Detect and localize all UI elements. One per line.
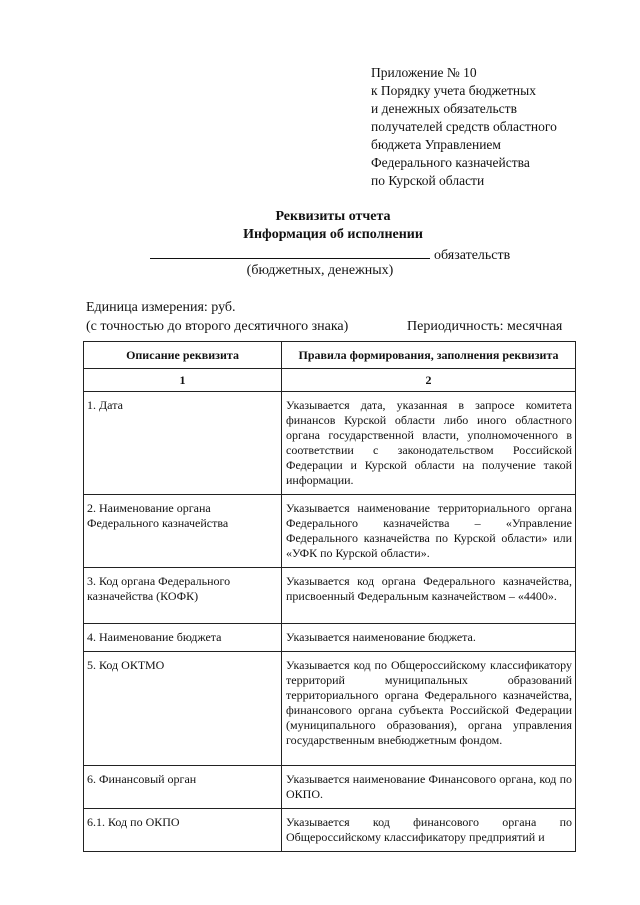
table-row <box>84 392 576 495</box>
requisite-name: 2. Наименование органа Федерального казначейства <box>84 495 282 568</box>
table-row <box>84 624 576 652</box>
appendix-line: Федерального казначейства <box>371 155 530 170</box>
appendix-note <box>371 64 621 190</box>
requisite-rule: Указывается код финансового органа по Общероссийскому классификатору предприятий и <box>282 809 576 852</box>
appendix-line: Приложение № 10 <box>371 65 477 80</box>
requisite-name: 6.1. Код по ОКПО <box>84 809 282 852</box>
table-row <box>84 766 576 809</box>
appendix-line: и денежных обязательств <box>371 101 517 116</box>
table-header-row <box>84 342 576 369</box>
column-number: 1 <box>84 369 282 392</box>
table-row <box>84 568 576 624</box>
requisite-name: 5. Код ОКТМО <box>84 652 282 766</box>
requisite-rule: Указывается наименование Финансового органа, код по ОКПО. <box>282 766 576 809</box>
requisite-name: 6. Финансовый орган <box>84 766 282 809</box>
appendix-line: получателей средств областного <box>371 119 557 134</box>
requisite-rule: Указывается дата, указанная в запросе комитета финансов Курской области либо иного областного органа государственной власти, уполномоченного в соответствии с законодательством Российской Федерации и Курской области на получение такой информации. <box>282 392 576 495</box>
table-row <box>84 809 576 852</box>
requisite-name: 4. Наименование бюджета <box>84 624 282 652</box>
requisite-rule: Указывается наименование территориального органа Федерального казначейства – «Управление Федерального казначейства по Курской области» или «УФК по Курской области». <box>282 495 576 568</box>
requisite-rule: Указывается код по Общероссийскому классификатору территорий муниципальных образований территориального органа Федерального казначейства, финансового органа субъекта Российской Федерации (муниципального образования), органа управления государственным внебюджетным фондом. <box>282 652 576 766</box>
requisite-name: 3. Код органа Федерального казначейства (КОФК) <box>84 568 282 624</box>
appendix-line: бюджета Управлением <box>371 137 501 152</box>
column-number-row <box>84 369 576 392</box>
periodicity-label: Периодичность: месячная <box>407 319 563 334</box>
requisite-rule: Указывается код органа Федерального казначейства, присвоенный Федеральным казначейством – «4400». <box>282 568 576 624</box>
table-row <box>84 495 576 568</box>
precision-label: (с точностью до второго десятичного знака) <box>86 319 349 334</box>
requisite-rule: Указывается наименование бюджета. <box>282 624 576 652</box>
requisites-table <box>83 341 576 852</box>
blank-hint: (бюджетных, денежных) <box>246 263 394 278</box>
requisite-name: 1. Дата <box>84 392 282 495</box>
column-header-description: Описание реквизита <box>84 342 282 369</box>
column-header-rules: Правила формирования, заполнения реквизита <box>282 342 576 369</box>
blank-fill-line <box>150 244 430 259</box>
appendix-line: к Порядку учета бюджетных <box>371 83 536 98</box>
units-label: Единица измерения: руб. <box>86 300 236 315</box>
report-subtitle: Информация об исполнении <box>243 227 423 242</box>
column-number: 2 <box>282 369 576 392</box>
table-row <box>84 652 576 766</box>
report-title-block <box>0 208 640 244</box>
report-title: Реквизиты отчета <box>275 209 391 224</box>
appendix-line: по Курской области <box>371 173 485 188</box>
blank-suffix: обязательств <box>434 248 511 263</box>
